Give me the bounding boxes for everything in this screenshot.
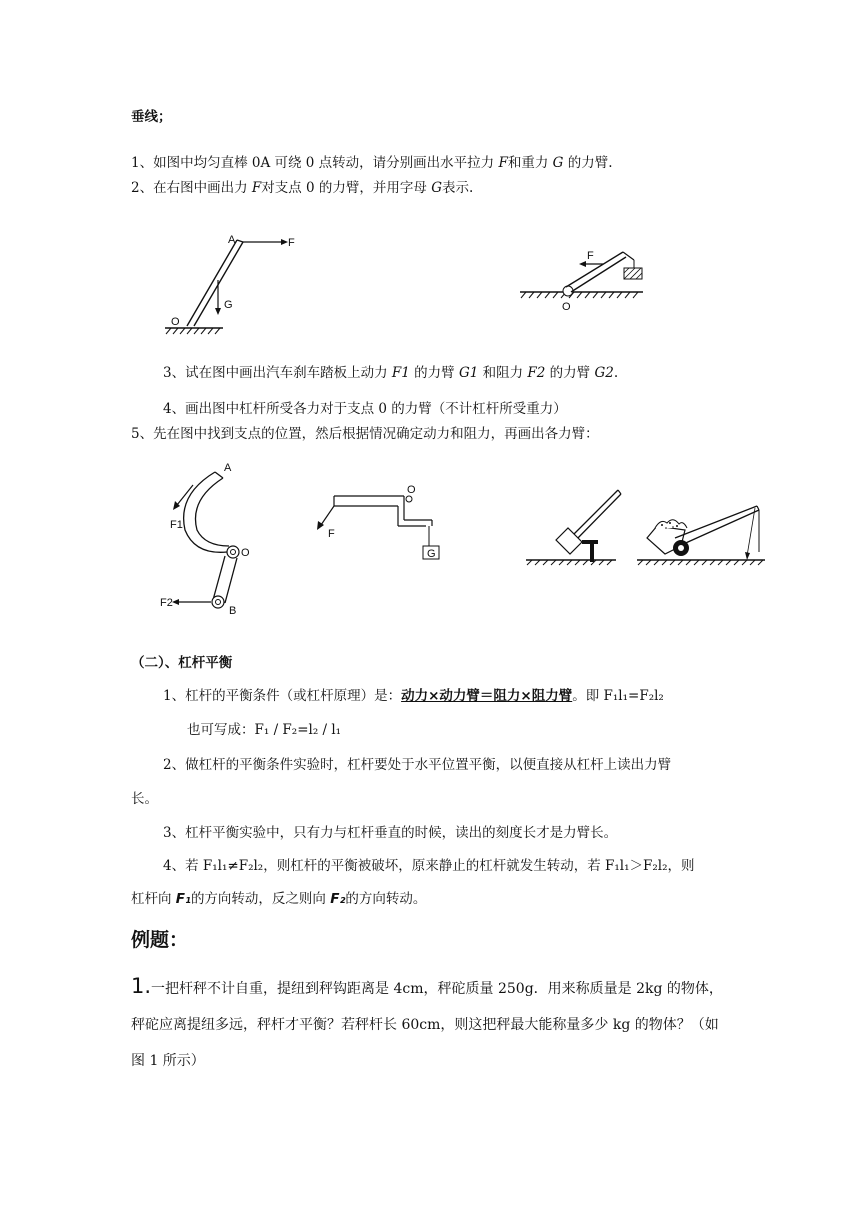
fig1-label-a: A xyxy=(228,234,236,246)
question-5: 5、先在图中找到支点的位置，然后根据情况确定动力和阻力，再画出各力臂： xyxy=(131,426,599,442)
q2-text-a: 2、在右图中画出力 xyxy=(131,180,252,196)
q1-text-a: 1、如图中均匀直棒 0A 可绕 0 点转动，请分别画出水平拉力 xyxy=(131,155,499,171)
q3-text-d: 的力臂 xyxy=(545,365,595,381)
fig4-label-f: F xyxy=(328,528,335,540)
question-2 xyxy=(131,179,473,197)
p1-balance-rule: 动力×动力臂＝阻力×阻力臂 xyxy=(401,688,573,704)
section-2-title: （二）、杠杆平衡 xyxy=(131,655,233,671)
paragraph-2b: 长。 xyxy=(131,791,158,807)
q2-text-b: 对支点 0 的力臂，并用字母 xyxy=(261,180,432,196)
p4b-force-f2: F₂ xyxy=(330,891,346,907)
fig3-label-f2: F2 xyxy=(160,597,173,609)
figure-rod-oa xyxy=(165,228,305,338)
q2-letter-g: G xyxy=(431,180,443,196)
q3-text-a: 3、试在图中画出汽车刹车踏板上动力 xyxy=(163,365,392,381)
paragraph-4b xyxy=(131,890,426,908)
example-1-line-2: 秤砣应离提纽多远，秤杆才平衡？若秤杆长 60cm，则这把秤最大能称量多少 kg 的物体？（如 xyxy=(131,1017,719,1033)
q3-text-b: 的力臂 xyxy=(409,365,459,381)
question-4: 4、画出图中杠杆所受各力对于支点 0 的力臂（不计杠杆所受重力） xyxy=(163,401,567,417)
example-1-line-1 xyxy=(131,974,723,1001)
example-1-line-3: 图 1 所示） xyxy=(131,1053,205,1069)
q3-force-f1: F1 xyxy=(391,365,410,381)
q1-text-b: 和重力 xyxy=(507,155,553,171)
section-label: 垂线； xyxy=(131,109,172,125)
paragraph-1b: 也可写成：F₁ / F₂=l₂ / l₁ xyxy=(187,722,342,738)
fig3-label-f1: F1 xyxy=(170,519,183,531)
q1-force-f: F xyxy=(498,155,508,171)
p1-text-b: 。即 F₁l₁=F₂l₂ xyxy=(572,688,664,704)
paragraph-3: 3、杠杆平衡实验中，只有力与杠杆垂直的时候，读出的刻度长才是力臂长。 xyxy=(163,825,618,841)
q2-force-f: F xyxy=(251,180,262,196)
p1-text-a: 1、杠杆的平衡条件（或杠杆原理）是： xyxy=(163,688,402,704)
paragraph-1 xyxy=(163,687,664,705)
q3-text-e: . xyxy=(613,365,619,381)
example-1-number: 1. xyxy=(131,974,152,998)
q1-gravity-g: G xyxy=(552,155,564,171)
fig3-label-o: O xyxy=(241,547,250,559)
fig4-label-g: G xyxy=(427,548,436,560)
example-title: 例题： xyxy=(131,929,189,951)
figure-incline-lever xyxy=(518,240,668,315)
q2-text-c: 表示. xyxy=(442,180,474,196)
paragraph-4a: 4、若 F₁l₁≠F₂l₂，则杠杆的平衡被破坏，原来静止的杠杆就发生转动，若 F₁l₁＞F₂l₂，则 xyxy=(163,858,695,874)
fig4-label-o: O xyxy=(407,484,416,496)
q3-arm-g2: G2 xyxy=(594,365,614,381)
fig1-label-f: F xyxy=(288,237,295,249)
question-1 xyxy=(131,154,613,172)
example-1-text-1: 一把杆秤不计自重，提纽到秤钩距离是 4cm，秤砣质量 250g．用来称质量是 2kg 的物体， xyxy=(151,981,723,997)
p4b-force-f1: F₁ xyxy=(175,891,191,907)
question-3 xyxy=(163,364,618,382)
fig1-label-g: G xyxy=(224,299,233,311)
p4b-text-b: 的方向转动，反之则向 xyxy=(190,891,331,907)
figure-brake-pedal xyxy=(155,460,265,620)
figure-wheelbarrow xyxy=(635,490,770,570)
fig1-label-o: O xyxy=(171,316,180,328)
fig3-label-b: B xyxy=(229,605,237,617)
p4b-text-a: 杠杆向 xyxy=(131,891,176,907)
q3-arm-g1: G1 xyxy=(458,365,479,381)
q1-text-c: 的力臂. xyxy=(563,155,613,171)
figure-bent-lever xyxy=(312,484,452,570)
fig2-label-f: F xyxy=(587,250,594,262)
fig3-label-a: A xyxy=(224,462,232,474)
figure-hammer xyxy=(526,486,626,566)
q3-text-c: 和阻力 xyxy=(478,365,528,381)
p4b-text-c: 的方向转动。 xyxy=(345,891,427,907)
q3-force-f2: F2 xyxy=(527,365,546,381)
fig2-label-o: O xyxy=(562,301,571,313)
paragraph-2a: 2、做杠杆的平衡条件实验时，杠杆要处于水平位置平衡，以便直接从杠杆上读出力臂 xyxy=(163,757,672,773)
